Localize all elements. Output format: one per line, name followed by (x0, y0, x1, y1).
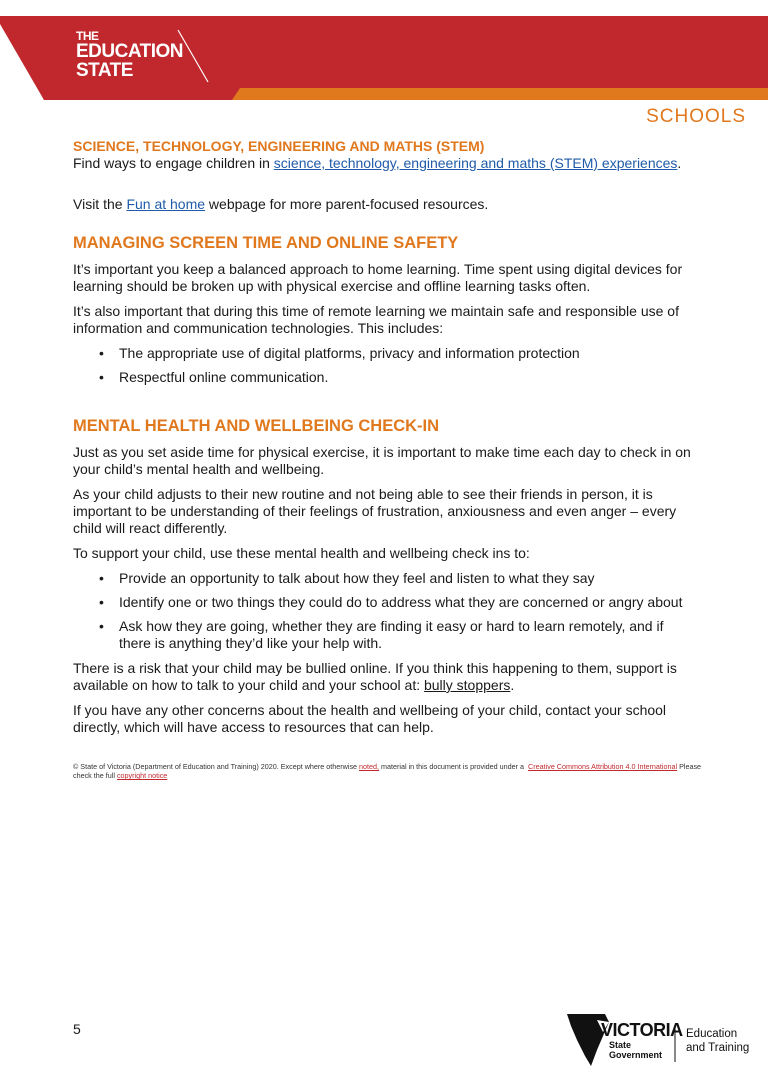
copyright-text: © State of Victoria (Department of Education and Training) 2020. Except where otherwise (73, 762, 360, 771)
victoria-government-logo (567, 1010, 757, 1070)
copyright-note (73, 762, 713, 780)
copyright-notice-link[interactable]: copyright notice (116, 771, 168, 780)
screen-p2: It’s also important that during this time of remote learning we maintain safe and responsible use of information and communication technologies. This includes: (73, 303, 679, 336)
fun-text: Visit the (73, 196, 127, 212)
stem-heading: SCIENCE, TECHNOLOGY, ENGINEERING AND MATHS (STEM) (73, 138, 485, 154)
department-line1: Education (686, 1028, 738, 1040)
mental-p4-end: . (510, 677, 515, 693)
fun-at-home-link[interactable]: Fun at home (126, 196, 206, 212)
list-item: • The appropriate use of digital platforms, privacy and information protection (119, 345, 698, 362)
copyright-text-2: material in this document is provided under a (379, 762, 527, 771)
mental-health-heading: MENTAL HEALTH AND WELLBEING CHECK-IN (73, 417, 440, 435)
victoria-wordmark: VICTORIA (601, 1020, 683, 1040)
mental-p2: As your child adjusts to their new routine and not being able to see their friends in person, it is important to be understanding of their feelings of frustration, anxiousness and even anger – every child will react differently. (73, 486, 677, 536)
mental-bullet-list (73, 570, 698, 652)
main-content (73, 138, 698, 744)
stem-text: Find ways to engage children in (73, 155, 274, 171)
screen-p1: It’s important you keep a balanced approach to home learning. Time spent using digital devices for learning should be broken up with physical exercise and offline learning tasks often. (73, 261, 683, 294)
fun-paragraph (73, 196, 698, 213)
list-item: • Ask how they are going, whether they are finding it easy or hard to learn remotely, and if there is anything they’d like your help with. (119, 618, 698, 652)
stem-paragraph (73, 155, 698, 172)
stem-link[interactable]: science, technology, engineering and maths (STEM) experiences (273, 155, 678, 171)
stem-text-end: . (677, 155, 682, 171)
bully-stoppers-link[interactable]: bully stoppers (423, 677, 511, 693)
mental-p3: To support your child, use these mental health and wellbeing check ins to: (73, 545, 530, 561)
government-label: Government (609, 1050, 663, 1060)
section-label: SCHOOLS (646, 106, 746, 127)
list-item: • Provide an opportunity to talk about how they feel and listen to what they say (119, 570, 698, 587)
list-item: • Respectful online communication. (119, 369, 698, 386)
page-number: 5 (73, 1021, 81, 1037)
mental-p4-text: There is a risk that your child may be bullied online. If you think this happening to them, support is available on how to talk to your child and your school at: (73, 660, 677, 693)
logo-line-the: THE (76, 29, 99, 43)
screen-time-heading: MANAGING SCREEN TIME AND ONLINE SAFETY (73, 234, 459, 252)
list-item: • Identify one or two things they could do to address what they are concerned or angry about (119, 594, 698, 611)
noted-link[interactable]: noted, (359, 762, 380, 771)
mental-p4 (73, 660, 698, 694)
creative-commons-link[interactable]: Creative Commons Attribution 4.0 International (528, 762, 678, 771)
department-line2: and Training (686, 1042, 750, 1054)
logo-line-state: STATE (76, 60, 133, 81)
copyright-text-3: Please check the full (73, 762, 702, 780)
screen-bullet-list (73, 345, 698, 386)
logo-line-education: EDUCATION (76, 41, 184, 62)
mental-p5: If you have any other concerns about the health and wellbeing of your child, contact your school directly, which will have access to resources that can help. (73, 702, 667, 735)
fun-text-end: webpage for more parent-focused resources. (205, 196, 489, 212)
mental-p1: Just as you set aside time for physical exercise, it is important to make time each day to check in on your child’s mental health and wellbeing. (73, 444, 691, 477)
state-label: State (609, 1040, 632, 1050)
